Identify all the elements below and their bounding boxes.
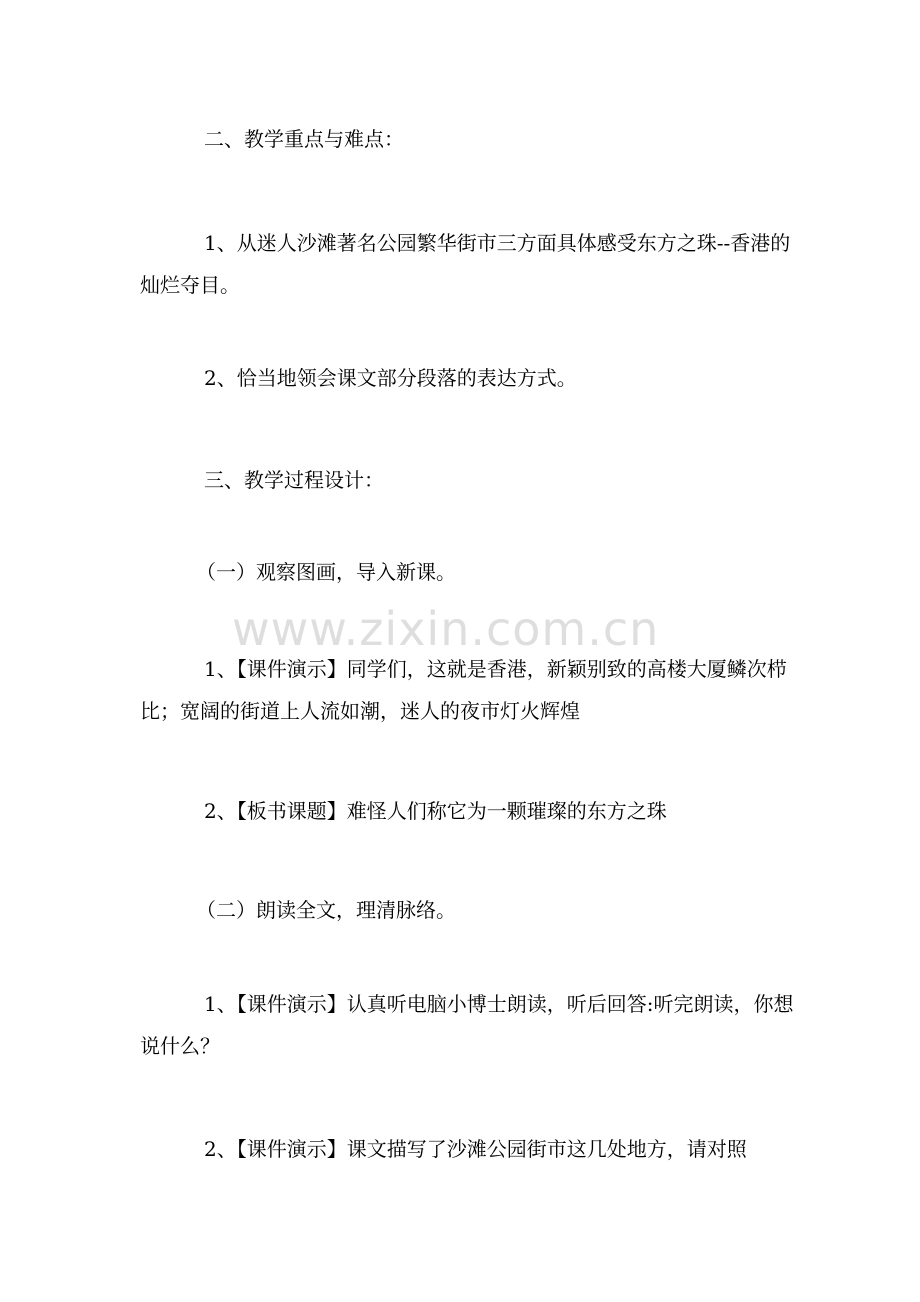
paragraph-courseware-3: 2、【课件演示】课文描写了沙滩公园街市这几处地方，请对照 [204, 1137, 747, 1161]
subsection-heading-observe: （一）观察图画，导入新课。 [196, 560, 456, 584]
section-heading-key-points: 二、教学重点与难点： [204, 127, 404, 151]
paragraph-board-title: 2、【板书课题】难怪人们称它为一颗璀璨的东方之珠 [204, 799, 667, 823]
paragraph-courseware-1: 1、【课件演示】同学们，这就是香港，新颖别致的高楼大厦鳞次栉比；宽阔的街道上人流如潮，迷人的夜市灯火辉煌 [140, 657, 787, 723]
paragraph-courseware-2: 1、【课件演示】认真听电脑小博士朗读，听后回答:听完朗读，你想说什么？ [140, 992, 794, 1058]
paragraph-point-2: 2、恰当地领会课文部分段落的表达方式。 [204, 366, 577, 390]
subsection-heading-read: （二）朗读全文，理清脉络。 [196, 898, 456, 922]
watermark-text: www.zixin.com.cn [232, 602, 660, 656]
paragraph-point-1: 1、从迷人沙滩著名公园繁华街市三方面具体感受东方之珠--香港的灿烂夺目。 [140, 231, 791, 297]
section-heading-process: 三、教学过程设计： [204, 468, 384, 492]
